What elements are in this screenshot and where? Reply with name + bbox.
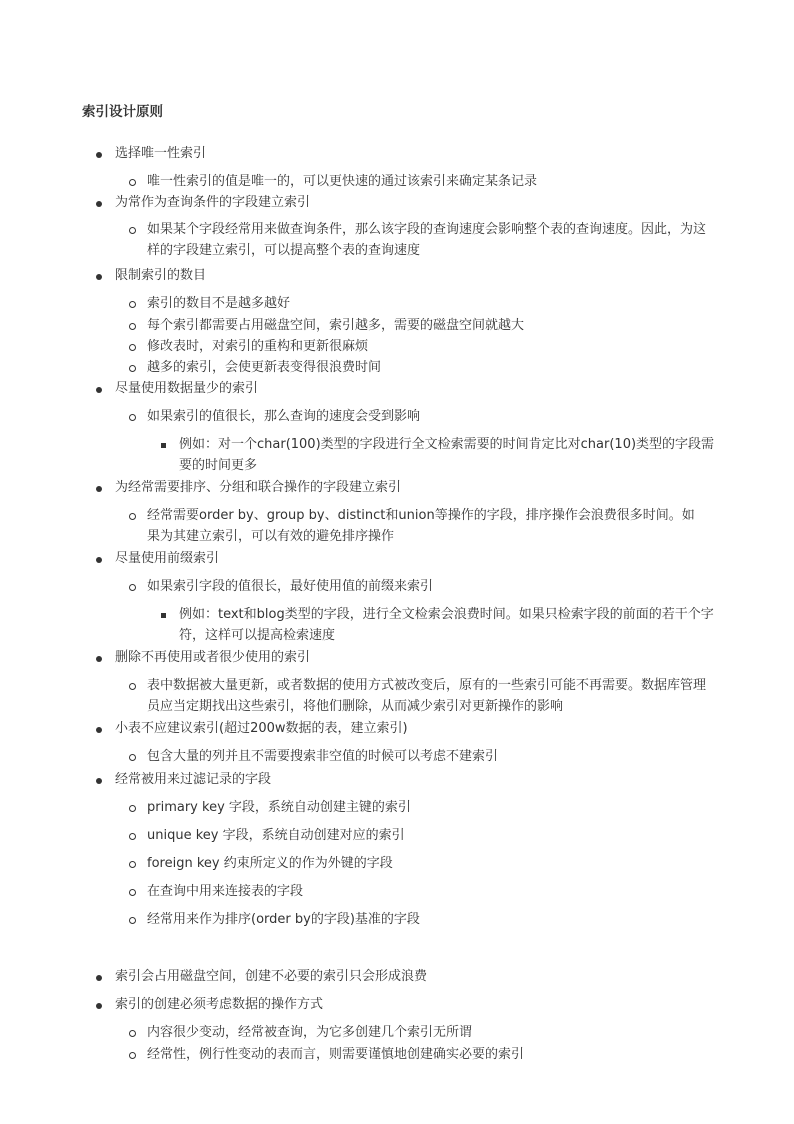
bullet-circle-icon bbox=[129, 414, 136, 421]
bullet-circle-icon bbox=[129, 1030, 136, 1037]
bullet-disc-icon bbox=[96, 201, 102, 207]
bullet-disc-icon bbox=[96, 152, 102, 158]
list-item-text: 限制索引的数目 bbox=[115, 268, 207, 283]
bullet-circle-icon bbox=[129, 584, 136, 591]
bullet-disc-icon bbox=[96, 1003, 102, 1009]
bullet-circle-icon bbox=[129, 513, 136, 520]
bullet-circle-icon bbox=[129, 301, 136, 308]
list-item-text: foreign key 约束所定义的作为外键的字段 bbox=[147, 856, 393, 871]
bullet-circle-icon bbox=[129, 833, 136, 840]
bullet-circle-icon bbox=[129, 683, 136, 690]
list-item-text: 经常性，例行性变动的表而言，则需要谨慎地创建确实必要的索引 bbox=[147, 1047, 525, 1062]
list-item-text: 索引的数目不是越多越好 bbox=[147, 296, 291, 311]
list-item-text: 经常用来作为排序(order by的字段)基准的字段 bbox=[147, 912, 420, 927]
bullet-circle-icon bbox=[129, 179, 136, 186]
list-item-text: 经常需要order by、group by、distinct和union等操作的字段，排序操作会浪费很多时间。如果为其建立索引，可以有效的避免排序操作 bbox=[147, 508, 695, 544]
list-item-text: 尽量使用数据量少的索引 bbox=[115, 381, 259, 396]
bullet-disc-icon bbox=[96, 486, 102, 492]
bullet-circle-icon bbox=[129, 344, 136, 351]
list-item-text: 如果索引字段的值很长，最好使用值的前缀来索引 bbox=[147, 579, 434, 594]
list-item-text: 在查询中用来连接表的字段 bbox=[147, 884, 304, 899]
list-item-text: 修改表时，对索引的重构和更新很麻烦 bbox=[147, 339, 369, 354]
bullet-circle-icon bbox=[129, 323, 136, 330]
bullet-circle-icon bbox=[129, 917, 136, 924]
list-item-text: 包含大量的列并且不需要搜索非空值的时候可以考虑不建索引 bbox=[147, 749, 499, 764]
bullet-circle-icon bbox=[129, 227, 136, 234]
list-item-text: 尽量使用前缀索引 bbox=[115, 551, 220, 566]
list-item-text: primary key 字段，系统自动创建主键的索引 bbox=[147, 800, 411, 815]
list-item-text: unique key 字段，系统自动创建对应的索引 bbox=[147, 828, 405, 843]
list-item-text: 索引会占用磁盘空间，创建不必要的索引只会形成浪费 bbox=[115, 969, 428, 984]
list-item-text: 内容很少变动，经常被查询，为它多创建几个索引无所谓 bbox=[147, 1025, 473, 1040]
bullet-disc-icon bbox=[96, 975, 102, 981]
bullet-disc-icon bbox=[96, 656, 102, 662]
bullet-circle-icon bbox=[129, 889, 136, 896]
section-title: 索引设计原则 bbox=[82, 104, 163, 120]
bullet-square-icon bbox=[161, 443, 166, 448]
bullet-disc-icon bbox=[96, 387, 102, 393]
list-item-text: 索引的创建必须考虑数据的操作方式 bbox=[115, 997, 324, 1012]
list-item-text: 越多的索引，会使更新表变得很浪费时间 bbox=[147, 360, 382, 375]
list-item-text: 例如：对一个char(100)类型的字段进行全文检索需要的时间肯定比对char(10)类型的字段需要的时间更多 bbox=[179, 437, 715, 473]
bullet-circle-icon bbox=[129, 1052, 136, 1059]
list-item-text: 为经常需要排序、分组和联合操作的字段建立索引 bbox=[115, 480, 402, 495]
bullet-disc-icon bbox=[96, 778, 102, 784]
list-item-text: 表中数据被大量更新，或者数据的使用方式被改变后，原有的一些索引可能不再需要。数据库管理员应当定期找出这些索引，将他们删除，从而减少索引对更新操作的影响 bbox=[147, 678, 707, 714]
bullet-circle-icon bbox=[129, 861, 136, 868]
bullet-circle-icon bbox=[129, 365, 136, 372]
bullet-square-icon bbox=[161, 613, 166, 618]
list-item-text: 如果索引的值很长，那么查询的速度会受到影响 bbox=[147, 409, 421, 424]
list-item-text: 如果某个字段经常用来做查询条件，那么该字段的查询速度会影响整个表的查询速度。因此，为这样的字段建立索引，可以提高整个表的查询速度 bbox=[147, 222, 707, 258]
bullet-circle-icon bbox=[129, 805, 136, 812]
list-item-text: 例如：text和blog类型的字段，进行全文检索会浪费时间。如果只检索字段的前面的若干个字符，这样可以提高检索速度 bbox=[179, 607, 714, 643]
bullet-disc-icon bbox=[96, 274, 102, 280]
list-item-text: 删除不再使用或者很少使用的索引 bbox=[115, 650, 311, 665]
list-item-text: 每个索引都需要占用磁盘空间，索引越多，需要的磁盘空间就越大 bbox=[147, 318, 525, 333]
list-item-text: 经常被用来过滤记录的字段 bbox=[115, 772, 272, 787]
list-item-text: 小表不应建议索引(超过200w数据的表，建立索引) bbox=[115, 721, 408, 736]
list-item-text: 唯一性索引的值是唯一的，可以更快速的通过该索引来确定某条记录 bbox=[147, 174, 538, 189]
bullet-disc-icon bbox=[96, 727, 102, 733]
list-item-text: 为常作为查询条件的字段建立索引 bbox=[115, 195, 311, 210]
bullet-circle-icon bbox=[129, 754, 136, 761]
list-item-text: 选择唯一性索引 bbox=[115, 146, 207, 161]
bullet-disc-icon bbox=[96, 557, 102, 563]
